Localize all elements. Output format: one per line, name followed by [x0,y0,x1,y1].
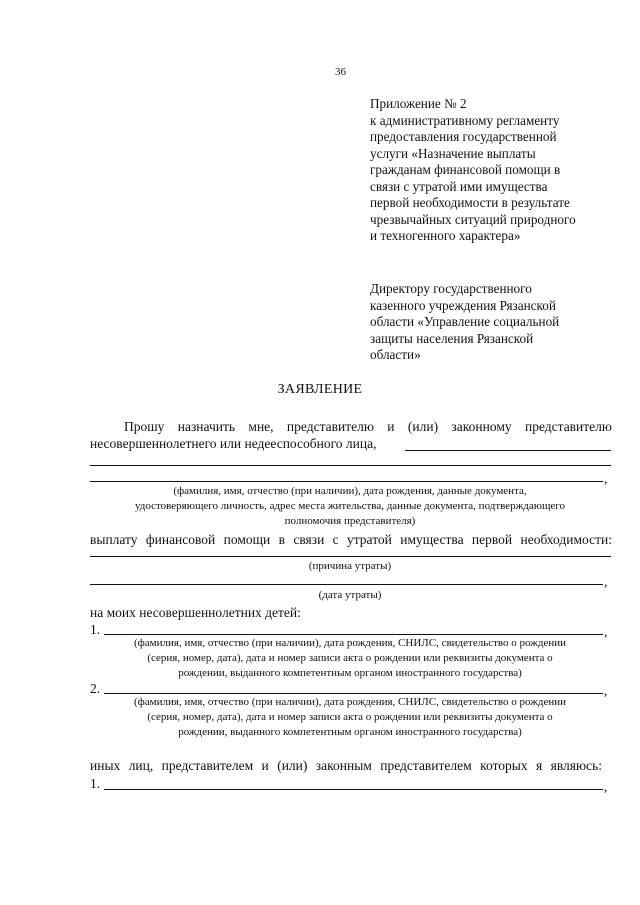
children-text: на моих несовершеннолетних детей: [90,605,301,620]
request-text-line2: несовершеннолетнего или недееспособного лица, [90,436,377,451]
addressee-line: области «Управление социальной [370,314,560,329]
loss-reason-field[interactable] [90,556,611,557]
document-title: ЗАЯВЛЕНИЕ [277,382,363,397]
caption-line: рождении, выданного компетентным органом иностранного государства) [178,667,522,679]
child-2-number: 2. [90,681,101,696]
appendix-line: чрезвычайных ситуаций природного [370,211,576,227]
loss-date-field[interactable] [90,584,603,585]
comma: , [604,779,608,794]
caption-line: удостоверяющего личность, адрес места жительства, данные документа, подтверждающего [134,500,566,512]
loss-date-caption: (дата утраты) [318,589,382,601]
child-1-field[interactable] [104,634,603,635]
addressee-line: защиты населения Рязанской [370,330,534,346]
appendix-line: Приложение № 2 [370,96,467,111]
appendix-line: предоставления государственной [370,129,557,144]
appendix-header [370,96,620,245]
request-text-line1: Прошу назначить мне, представителю и (или) законному представителю [124,419,612,434]
appendix-line: гражданам финансовой помощи в [370,162,561,177]
addressee-line: области» [370,347,421,362]
caption-line: (серия, номер, дата), дата и номер записи акта о рождении или реквизиты документа о [147,711,553,723]
other-persons-text: иных лиц, представителем и (или) законным представителем которых я являюсь: [90,758,602,773]
appendix-line: связи с утратой ими имущества [370,178,548,194]
caption-line: рождении, выданного компетентным органом иностранного государства) [178,726,522,738]
applicant-details-field[interactable] [90,465,611,466]
appendix-line: к административному регламенту [370,112,560,128]
caption-line: (фамилия, имя, отчество (при наличии), дата рождения, данные документа, [173,485,527,497]
applicant-caption [90,484,610,529]
payment-text: выплату финансовой помощи в связи с утратой имущества первой необходимости: [90,532,612,547]
loss-reason-caption: (причина утраты) [308,560,392,572]
comma: , [604,471,608,486]
other-person-1-number: 1. [90,776,101,791]
child-1-number: 1. [90,622,101,637]
caption-line: (серия, номер, дата), дата и номер записи акта о рождении или реквизиты документа о [147,652,553,664]
comma: , [604,683,608,698]
caption-line: (фамилия, имя, отчество (при наличии), дата рождения, СНИЛС, свидетельство о рождении [133,696,566,708]
applicant-name-field[interactable] [405,450,611,451]
child-1-caption [90,636,610,681]
appendix-line: первой необходимости в результате [370,195,570,210]
addressee-line: Директору государственного [370,281,532,296]
page-number: 36 [335,66,346,78]
applicant-details-field-2[interactable] [90,481,603,482]
appendix-line: и техногенного характера» [370,228,521,243]
comma: , [604,574,608,589]
addressee-block [370,281,620,364]
child-2-field[interactable] [104,693,603,694]
caption-line: (фамилия, имя, отчество (при наличии), дата рождения, СНИЛС, свидетельство о рождении [133,637,566,649]
appendix-line: услуги «Назначение выплаты [370,145,536,161]
caption-line: полномочия представителя) [284,515,416,527]
child-2-caption [90,695,610,740]
addressee-line: казенного учреждения Рязанской [370,297,556,313]
other-person-1-field[interactable] [104,789,603,790]
comma: , [604,624,608,639]
